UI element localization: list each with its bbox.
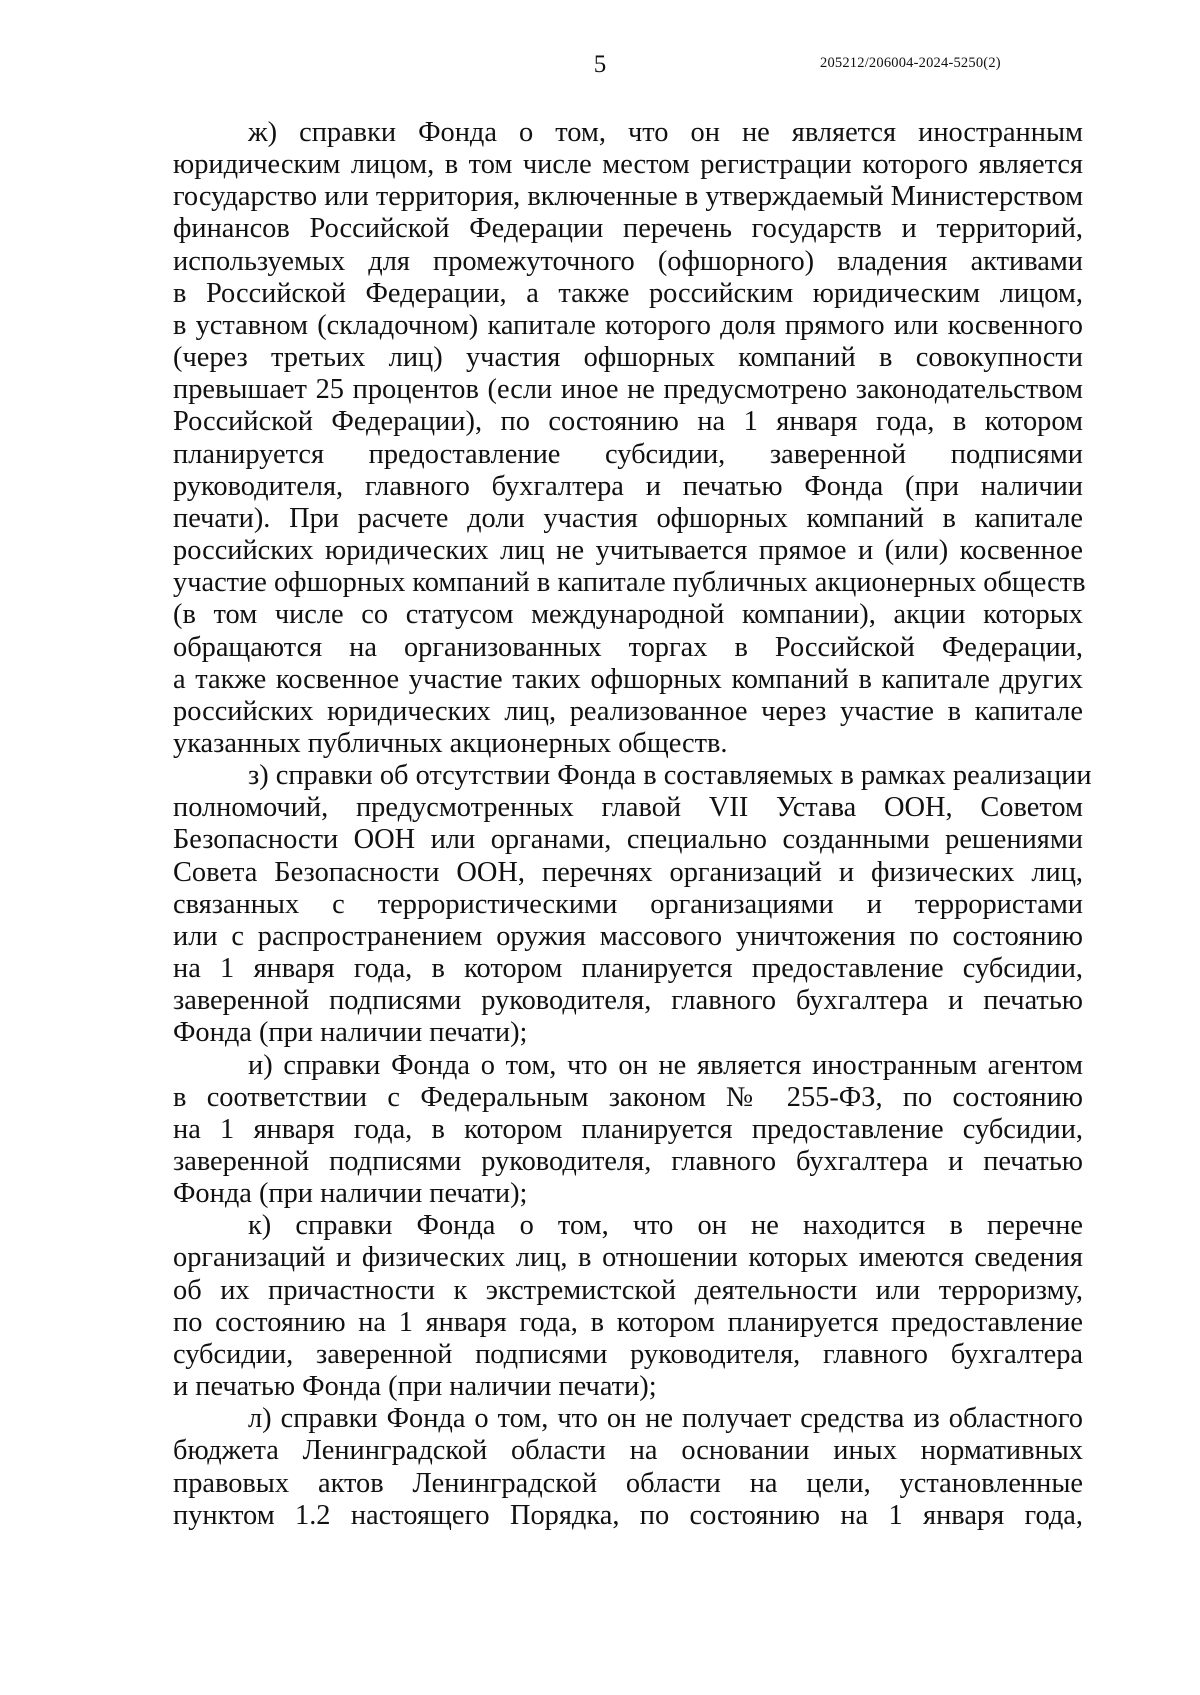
text-line: указанных публичных акционерных обществ. — [173, 727, 728, 759]
text-line: в Российской Федерации, а также российским юридическим лицом, — [173, 277, 1083, 309]
text-line: Фонда (при наличии печати); — [173, 1178, 528, 1210]
text-line: к) справки Фонда о том, что он не находится в перечне — [248, 1210, 1083, 1242]
text-line: печати). При расчете доли участия офшорных компаний в капитале — [173, 502, 1083, 534]
text-line: Безопасности ООН или органами, специально созданными решениями — [173, 824, 1083, 856]
text-line: российских юридических лиц не учитывается прямое и (или) косвенное — [173, 535, 1083, 567]
text-line: полномочий, предусмотренных главой VII Устава ООН, Советом — [173, 792, 1083, 824]
paragraph-zh — [173, 117, 1086, 760]
paragraph-l — [173, 1403, 1083, 1532]
text-line: по состоянию на 1 января года, в котором планируется предоставление — [173, 1306, 1083, 1338]
text-line: субсидии, заверенной подписями руководителя, главного бухгалтера — [173, 1338, 1083, 1370]
text-line: заверенной подписями руководителя, главного бухгалтера и печатью — [173, 985, 1083, 1017]
text-line: превышает 25 процентов (если иное не предусмотрено законодательством — [173, 374, 1083, 406]
text-line: заверенной подписями руководителя, главного бухгалтера и печатью — [173, 1146, 1083, 1177]
text-line: на 1 января года, в котором планируется предоставление субсидии, — [173, 1113, 1083, 1145]
text-line: и) справки Фонда о том, что он не является иностранным агентом — [248, 1049, 1083, 1081]
paragraph-z — [173, 760, 1092, 1049]
text-line: об их причастности к экстремистской деятельности или терроризму, — [173, 1274, 1083, 1306]
text-line: и печатью Фонда (при наличии печати); — [173, 1371, 657, 1403]
text-line: (через третьих лиц) участия офшорных компаний в совокупности — [173, 342, 1083, 374]
text-line: организаций и физических лиц, в отношении которых имеются сведения — [173, 1242, 1083, 1274]
text-line: в уставном (складочном) капитале которого доля прямого или косвенного — [173, 309, 1083, 341]
text-line: а также косвенное участие таких офшорных компаний в капитале других — [173, 663, 1083, 695]
text-line: пунктом 1.2 настоящего Порядка, по состоянию на 1 января года, — [173, 1499, 1083, 1531]
text-line: финансов Российской Федерации перечень государств и территорий, — [173, 213, 1083, 245]
document-body — [173, 117, 1092, 1532]
text-line: Фонда (при наличии печати); — [173, 1017, 528, 1049]
text-line: обращаются на организованных торгах в Российской Федерации, — [173, 631, 1083, 663]
text-line: связанных с террористическими организациями и террористами — [173, 888, 1083, 920]
text-line: на 1 января года, в котором планируется предоставление субсидии, — [173, 953, 1083, 985]
paragraph-i — [173, 1050, 1083, 1211]
text-line: з) справки об отсутствии Фонда в составляемых в рамках реализации — [248, 760, 1092, 792]
text-line: в соответствии с Федеральным законом № 255-ФЗ, по состоянию — [173, 1081, 1083, 1113]
text-line: государство или территория, включенные в утверждаемый Министерством — [173, 181, 1084, 213]
page-number: 5 — [593, 51, 607, 78]
text-line: л) справки Фонда о том, что он не получает средства из областного — [248, 1403, 1083, 1435]
text-line: юридическим лицом, в том числе местом регистрации которого является — [173, 149, 1083, 181]
text-line: планируется предоставление субсидии, заверенной подписями — [173, 438, 1083, 470]
text-line: российских юридических лиц, реализованное через участие в капитале — [173, 695, 1083, 727]
document-id: 205212/206004-2024-5250(2) — [820, 55, 1001, 71]
text-line: Российской Федерации), по состоянию на 1 января года, в котором — [173, 406, 1083, 438]
text-line: участие офшорных компаний в капитале публичных акционерных обществ — [173, 567, 1086, 599]
text-line: правовых актов Ленинградской области на цели, установленные — [173, 1467, 1083, 1499]
text-line: используемых для промежуточного (офшорного) владения активами — [173, 245, 1083, 277]
text-line: Совета Безопасности ООН, перечнях организаций и физических лиц, — [173, 856, 1083, 888]
paragraph-k — [173, 1210, 1083, 1403]
text-line: ж) справки Фонда о том, что он не является иностранным — [248, 117, 1083, 148]
text-line: руководителя, главного бухгалтера и печатью Фонда (при наличии — [173, 470, 1083, 502]
text-line: или с распространением оружия массового уничтожения по состоянию — [173, 920, 1083, 952]
text-line: бюджета Ленинградской области на основании иных нормативных — [173, 1435, 1083, 1467]
text-line: (в том числе со статусом международной компании), акции которых — [173, 599, 1083, 631]
